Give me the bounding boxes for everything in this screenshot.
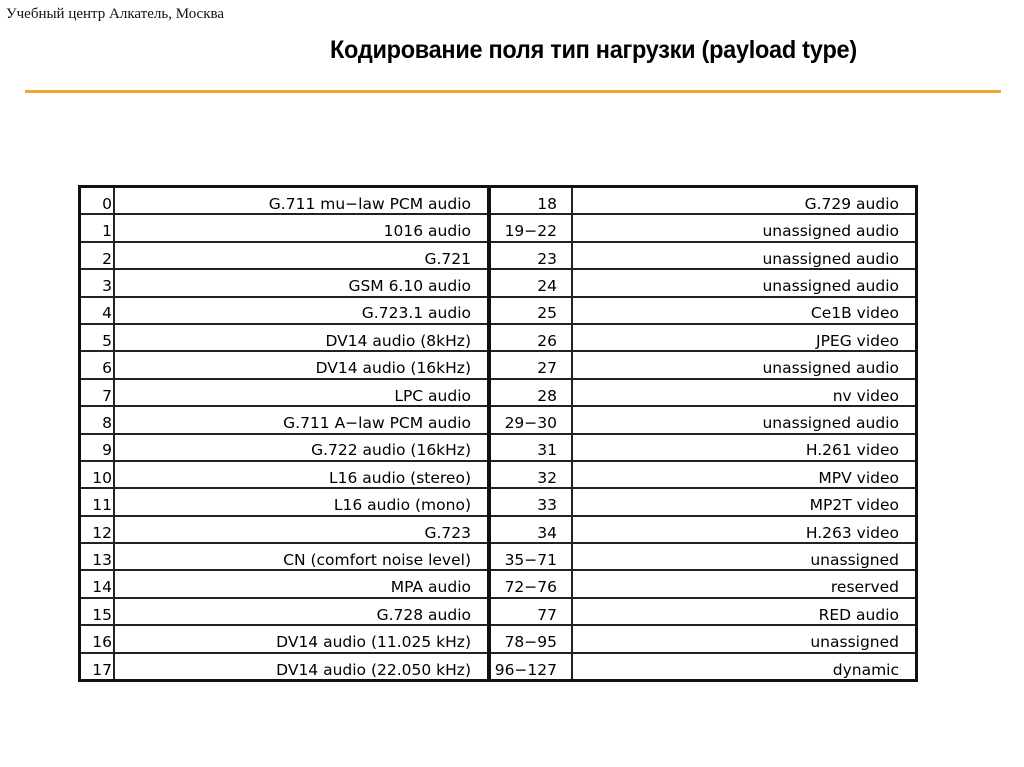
title-divider <box>25 90 1001 93</box>
table-row <box>491 654 915 679</box>
encoding-name: H.261 video <box>805 441 899 460</box>
table-row <box>81 435 487 462</box>
table-row <box>81 626 487 653</box>
payload-type-number: 96−127 <box>491 654 573 679</box>
payload-type-number: 27 <box>491 352 573 377</box>
encoding-name: DV14 audio (11.025 kHz) <box>276 633 471 652</box>
encoding-name: LPC audio <box>394 386 471 405</box>
table-row <box>491 243 915 270</box>
payload-type-number: 4 <box>81 298 115 323</box>
table-row <box>81 243 487 270</box>
table-row <box>81 298 487 325</box>
table-right-half <box>491 188 915 679</box>
payload-type-number: 34 <box>491 517 573 542</box>
payload-type-number: 1 <box>81 215 115 240</box>
table-row <box>81 188 487 215</box>
encoding-name: unassigned audio <box>762 249 899 268</box>
encoding-name: Ce1B video <box>810 304 899 323</box>
encoding-name: DV14 audio (8kHz) <box>325 331 471 350</box>
encoding-name: nv video <box>832 386 899 405</box>
encoding-name: reserved <box>830 578 899 597</box>
payload-type-number: 16 <box>81 626 115 651</box>
encoding-name: G.729 audio <box>804 194 899 213</box>
encoding-name: GSM 6.10 audio <box>348 277 471 296</box>
encoding-name: G.721 <box>424 249 471 268</box>
encoding-name: L16 audio (stereo) <box>329 468 471 487</box>
encoding-name: unassigned audio <box>762 359 899 378</box>
payload-type-number: 9 <box>81 435 115 460</box>
encoding-name: G.728 audio <box>376 605 471 624</box>
encoding-name: G.723 <box>424 523 471 542</box>
slide-title: Кодирование поля тип нагрузки (payload type) <box>330 36 857 64</box>
table-row <box>491 215 915 242</box>
encoding-name: G.711 A−law PCM audio <box>283 414 471 433</box>
payload-type-number: 23 <box>491 243 573 268</box>
payload-type-number: 6 <box>81 352 115 377</box>
payload-type-number: 72−76 <box>491 571 573 596</box>
table-row <box>81 325 487 352</box>
payload-type-number: 10 <box>81 462 115 487</box>
payload-type-number: 17 <box>81 654 115 679</box>
encoding-name: RED audio <box>818 605 899 624</box>
payload-type-table <box>78 185 918 682</box>
payload-type-number: 13 <box>81 544 115 569</box>
encoding-name: dynamic <box>832 660 899 679</box>
encoding-name: G.723.1 audio <box>361 304 471 323</box>
encoding-name: unassigned <box>810 633 899 652</box>
table-row <box>491 517 915 544</box>
payload-type-number: 29−30 <box>491 407 573 432</box>
payload-type-number: 24 <box>491 270 573 295</box>
payload-type-number: 35−71 <box>491 544 573 569</box>
payload-type-number: 32 <box>491 462 573 487</box>
table-row <box>491 270 915 297</box>
payload-type-number: 14 <box>81 571 115 596</box>
table-left-half <box>81 188 491 679</box>
encoding-name: DV14 audio (16kHz) <box>315 359 471 378</box>
table-row <box>491 407 915 434</box>
payload-type-number: 26 <box>491 325 573 350</box>
encoding-name: L16 audio (mono) <box>333 496 471 515</box>
payload-type-number: 78−95 <box>491 626 573 651</box>
encoding-name: unassigned audio <box>762 222 899 241</box>
payload-type-number: 33 <box>491 489 573 514</box>
payload-type-number: 2 <box>81 243 115 268</box>
payload-type-number: 28 <box>491 380 573 405</box>
table-row <box>81 517 487 544</box>
table-row <box>491 571 915 598</box>
table-row <box>81 599 487 626</box>
table-row <box>81 462 487 489</box>
table-row <box>81 571 487 598</box>
table-row <box>491 489 915 516</box>
table-row <box>81 654 487 679</box>
encoding-name: 1016 audio <box>383 222 471 241</box>
encoding-name: JPEG video <box>816 331 899 350</box>
table-row <box>491 352 915 379</box>
table-row <box>491 325 915 352</box>
payload-type-number: 25 <box>491 298 573 323</box>
encoding-name: DV14 audio (22.050 kHz) <box>276 660 471 679</box>
payload-type-number: 12 <box>81 517 115 542</box>
table-row <box>491 380 915 407</box>
table-row <box>81 544 487 571</box>
payload-type-number: 7 <box>81 380 115 405</box>
encoding-name: CN (comfort noise level) <box>283 550 471 569</box>
table-row <box>81 489 487 516</box>
table-row <box>81 407 487 434</box>
payload-type-number: 3 <box>81 270 115 295</box>
payload-type-number: 11 <box>81 489 115 514</box>
encoding-name: MPA audio <box>390 578 471 597</box>
organization-label: Учебный центр Алкатель, Москва <box>6 6 225 22</box>
encoding-name: unassigned <box>810 550 899 569</box>
table-row <box>81 380 487 407</box>
encoding-name: unassigned audio <box>762 414 899 433</box>
table-row <box>491 188 915 215</box>
encoding-name: G.711 mu−law PCM audio <box>268 194 471 213</box>
payload-type-number: 8 <box>81 407 115 432</box>
table-row <box>491 544 915 571</box>
payload-type-number: 77 <box>491 599 573 624</box>
encoding-name: G.722 audio (16kHz) <box>311 441 471 460</box>
encoding-name: unassigned audio <box>762 277 899 296</box>
encoding-name: H.263 video <box>805 523 899 542</box>
table-row <box>491 435 915 462</box>
payload-type-number: 0 <box>81 188 115 213</box>
payload-type-number: 31 <box>491 435 573 460</box>
payload-type-number: 19−22 <box>491 215 573 240</box>
table-row <box>491 462 915 489</box>
table-row <box>81 270 487 297</box>
encoding-name: MP2T video <box>809 496 899 515</box>
table-row <box>81 352 487 379</box>
encoding-name: MPV video <box>818 468 899 487</box>
payload-type-number: 18 <box>491 188 573 213</box>
table-row <box>81 215 487 242</box>
payload-type-number: 5 <box>81 325 115 350</box>
table-row <box>491 599 915 626</box>
table-row <box>491 626 915 653</box>
payload-type-number: 15 <box>81 599 115 624</box>
table-row <box>491 298 915 325</box>
